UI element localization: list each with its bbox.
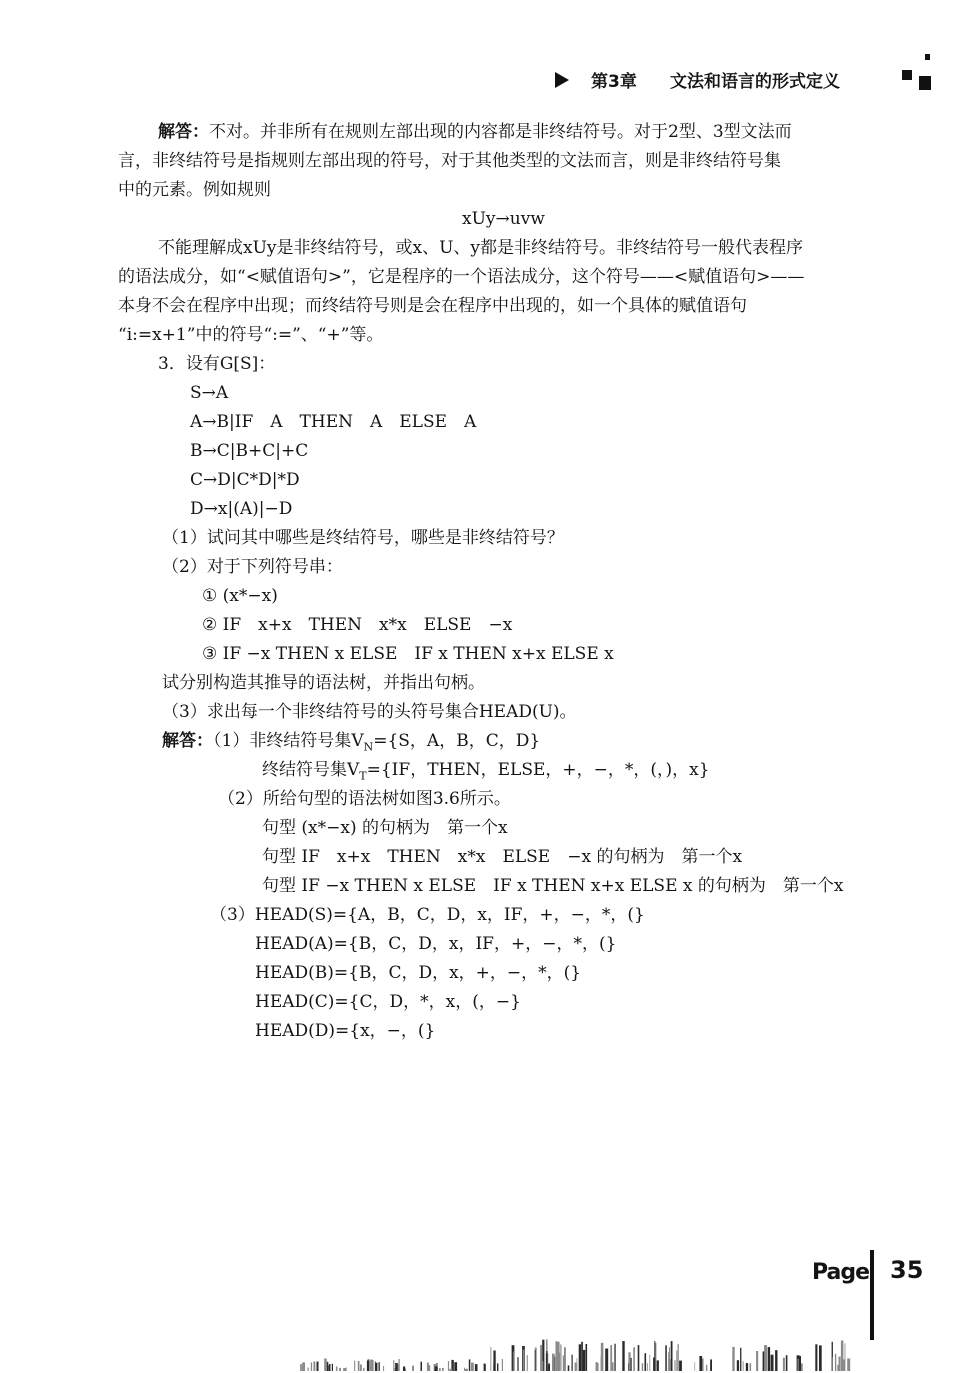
noise-mark <box>768 1347 770 1371</box>
noise-mark <box>435 1366 438 1371</box>
line-text: 不对。并非所有在规则左部出现的内容都是非终结符号。对于2型、3型文法而 <box>209 122 792 142</box>
noise-mark <box>783 1358 785 1371</box>
decorative-square-icon <box>919 76 931 90</box>
line-text: ② IF x+x THEN x*x ELSE −x <box>202 615 513 635</box>
chapter-number: 第3章 <box>591 72 637 92</box>
noise-mark <box>764 1345 767 1371</box>
line-text: 终结符号集V <box>262 760 360 780</box>
noise-mark <box>340 1368 341 1371</box>
noise-mark <box>649 1355 650 1371</box>
noise-mark <box>329 1365 330 1371</box>
subscript: N <box>363 740 374 754</box>
text-line <box>118 295 747 317</box>
noise-mark <box>775 1350 777 1371</box>
line-text: （3）求出每一个非终结符号的头符号集合HEAD(U)。 <box>162 702 577 722</box>
line-text: ① (x*−x) <box>202 586 278 606</box>
noise-mark <box>798 1359 799 1371</box>
text-line <box>255 962 581 984</box>
noise-mark <box>710 1362 711 1371</box>
noise-mark <box>750 1363 752 1371</box>
noise-mark <box>743 1361 744 1371</box>
noise-mark <box>699 1356 702 1371</box>
noise-mark <box>421 1362 423 1371</box>
line-text: （1）试问其中哪些是终结符号，哪些是非终结符号？ <box>162 528 564 548</box>
noise-mark <box>490 1347 491 1371</box>
line-text: HEAD(B)={B，C，D，x，+，−，*，(} <box>255 963 582 983</box>
line-text: 句型 (x*−x) 的句柄为 第一个x <box>262 818 508 838</box>
text-line <box>262 759 710 787</box>
noise-mark <box>465 1369 468 1371</box>
text-line <box>262 817 508 839</box>
noise-mark <box>343 1368 346 1371</box>
noise-mark <box>596 1363 599 1371</box>
noise-mark <box>737 1360 739 1371</box>
line-text-tail: ={IF，THEN，ELSE，+，−，*，(，)，x} <box>366 760 710 780</box>
noise-mark <box>695 1362 696 1371</box>
noise-mark <box>799 1356 801 1371</box>
line-text: A→B|IF A THEN A ELSE A <box>190 412 477 432</box>
noise-mark <box>819 1345 822 1371</box>
noise-mark <box>302 1362 305 1371</box>
page-label: Page <box>812 1260 870 1285</box>
text-line <box>190 469 300 491</box>
noise-mark <box>354 1361 355 1372</box>
noise-mark <box>360 1365 362 1372</box>
noise-mark <box>346 1367 347 1371</box>
noise-mark <box>469 1359 471 1371</box>
text-line <box>190 440 308 462</box>
noise-mark <box>556 1341 558 1371</box>
line-text: 不能理解成xUy是非终结符号，或x、U、y都是非终结符号。非终结符号一般代表程序 <box>158 238 804 258</box>
noise-mark <box>771 1355 774 1371</box>
noise-mark <box>634 1347 635 1371</box>
decorative-square-icon <box>925 54 930 60</box>
noise-mark <box>586 1344 588 1371</box>
noise-mark <box>367 1364 368 1371</box>
line-text: 的语法成分，如“<赋值语句>”，它是程序的一个语法成分，这个符号——<赋值语句>—— <box>118 267 805 287</box>
line-text: ③ IF −x THEN x ELSE IF x THEN x+x ELSE x <box>202 644 614 664</box>
line-text: HEAD(A)={B，C，D，x，IF，+，−，*，(} <box>255 934 617 954</box>
text-line <box>162 701 577 723</box>
text-line <box>202 585 278 607</box>
chapter-title: 文法和语言的形式定义 <box>670 72 840 92</box>
line-text: C→D|C*D|*D <box>190 470 300 490</box>
noise-mark <box>622 1341 624 1371</box>
noise-mark <box>471 1363 474 1371</box>
noise-mark <box>583 1350 585 1371</box>
noise-mark <box>379 1362 380 1371</box>
line-text: （2）所给句型的语法树如图3.6所示。 <box>218 789 511 809</box>
text-line <box>162 672 485 694</box>
noise-mark <box>732 1347 734 1371</box>
noise-mark <box>327 1362 329 1371</box>
noise-mark <box>638 1345 640 1371</box>
noise-mark <box>835 1354 836 1371</box>
text-line <box>118 150 781 172</box>
text-line <box>190 411 476 433</box>
line-text: “i:=x+1”中的符号“:=”、“+”等。 <box>118 325 384 345</box>
line-text: 本身不会在程序中出现；而终结符号则是会在程序中出现的，如一个具体的赋值语句 <box>118 296 747 316</box>
noise-mark <box>527 1355 528 1371</box>
noise-mark <box>442 1368 444 1371</box>
noise-mark <box>645 1353 647 1371</box>
noise-mark <box>497 1363 498 1371</box>
text-line <box>255 991 521 1013</box>
text-line <box>190 498 292 520</box>
line-text: 中的元素。例如规则 <box>118 180 271 200</box>
noise-mark <box>647 1363 648 1371</box>
text-line <box>118 324 383 346</box>
noise-mark <box>601 1356 602 1371</box>
noise-mark <box>676 1351 677 1372</box>
noise-mark <box>449 1369 452 1371</box>
noise-mark <box>395 1363 398 1371</box>
text-line <box>202 614 512 636</box>
line-text: HEAD(C)={C，D，*，x，(，−} <box>255 992 521 1012</box>
noise-mark <box>628 1352 630 1371</box>
text-line <box>162 527 564 549</box>
noise-mark <box>568 1365 570 1371</box>
noise-mark <box>383 1366 384 1371</box>
noise-mark <box>842 1359 845 1371</box>
running-header <box>555 64 975 104</box>
noise-mark <box>815 1344 817 1371</box>
noise-mark <box>493 1351 495 1372</box>
noise-mark <box>314 1363 315 1371</box>
line-text: 试分别构造其推导的语法树，并指出句柄。 <box>162 673 485 693</box>
text-line <box>118 179 271 201</box>
noise-mark <box>375 1361 376 1371</box>
noise-mark <box>336 1367 338 1372</box>
text-line <box>118 266 804 288</box>
text-line <box>255 1020 435 1042</box>
subscript: T <box>359 769 367 783</box>
noise-mark <box>541 1361 544 1371</box>
noise-mark <box>399 1359 400 1371</box>
answer-label: 解答： <box>158 122 209 142</box>
noise-mark <box>547 1339 548 1371</box>
noise-mark <box>756 1351 758 1371</box>
noise-mark <box>448 1361 449 1371</box>
noise-mark <box>577 1358 578 1371</box>
noise-mark <box>654 1341 655 1371</box>
line-text: （3）HEAD(S)={A，B，C，D，x，IF，+，−，*，(} <box>210 905 645 925</box>
text-line <box>218 788 511 810</box>
triangle-bullet-icon <box>555 72 569 88</box>
noise-mark <box>475 1364 478 1371</box>
noise-mark <box>746 1363 748 1371</box>
noise-mark <box>579 1344 581 1371</box>
noise-mark <box>560 1345 561 1372</box>
noise-mark <box>572 1355 573 1371</box>
noise-mark <box>427 1365 430 1371</box>
line-text-tail: ={S，A，B，C，D} <box>373 731 541 751</box>
noise-mark <box>679 1361 682 1371</box>
line-text: D→x|(A)|−D <box>190 499 293 519</box>
noise-mark <box>523 1350 524 1371</box>
noise-mark <box>332 1364 333 1371</box>
footer-divider <box>870 1250 874 1340</box>
noise-mark <box>317 1362 319 1372</box>
noise-mark <box>564 1347 566 1371</box>
text-line <box>262 846 742 868</box>
noise-mark <box>484 1364 486 1372</box>
text-line <box>158 353 275 375</box>
text-line <box>158 237 803 259</box>
noise-mark <box>706 1365 707 1371</box>
line-text: B→C|B+C|+C <box>190 441 309 461</box>
noise-mark <box>513 1352 514 1371</box>
noise-mark <box>581 1342 583 1371</box>
text-line <box>162 556 343 578</box>
noise-mark <box>502 1359 503 1371</box>
noise-mark <box>832 1357 833 1371</box>
noise-mark <box>575 1363 577 1372</box>
noise-mark <box>642 1363 644 1371</box>
line-text: HEAD(D)={x，−，(} <box>255 1021 436 1041</box>
noise-mark <box>552 1354 555 1371</box>
noise-mark <box>847 1359 850 1372</box>
noise-mark <box>311 1362 312 1371</box>
noise-mark <box>667 1365 668 1371</box>
text-line <box>202 643 614 665</box>
text-line <box>158 121 792 143</box>
noise-mark <box>610 1345 612 1371</box>
noise-mark <box>668 1360 671 1371</box>
text-line <box>190 382 228 404</box>
text-line <box>210 904 645 926</box>
line-text: 句型 IF x+x THEN x*x ELSE −x 的句柄为 第一个x <box>262 847 743 867</box>
noise-mark <box>786 1355 788 1371</box>
line-text: 3．设有G[S]： <box>158 354 276 374</box>
noise-mark <box>308 1368 309 1371</box>
noise-mark <box>300 1364 302 1371</box>
noise-mark <box>394 1360 395 1371</box>
noise-mark <box>358 1361 360 1371</box>
decorative-square-icon <box>902 70 912 80</box>
noise-mark <box>371 1360 373 1371</box>
text-line <box>262 875 843 897</box>
scan-noise-strip <box>300 1335 860 1371</box>
noise-mark <box>678 1344 679 1371</box>
line-text: 言，非终结符号是指规则左部出现的符号，对于其他类型的文法而言，则是非终结符号集 <box>118 151 781 171</box>
noise-mark <box>454 1362 457 1371</box>
answer-label: 解答： <box>162 731 213 751</box>
noise-mark <box>740 1348 741 1371</box>
noise-mark <box>675 1360 676 1371</box>
noise-mark <box>395 1368 396 1371</box>
line-text: 句型 IF −x THEN x ELSE IF x THEN x+x ELSE x 的句柄为 第一个x <box>262 876 844 896</box>
noise-mark <box>548 1365 550 1371</box>
noise-mark <box>403 1367 405 1372</box>
text-line <box>162 730 540 758</box>
noise-mark <box>657 1360 659 1371</box>
line-text: xUy→uvw <box>462 209 545 229</box>
noise-mark <box>324 1359 327 1372</box>
line-text: （2）对于下列符号串： <box>162 557 343 577</box>
noise-mark <box>439 1368 441 1371</box>
noise-mark <box>412 1366 414 1371</box>
noise-mark <box>845 1343 846 1371</box>
noise-mark <box>671 1341 673 1371</box>
noise-mark <box>464 1368 465 1371</box>
noise-mark <box>614 1344 615 1371</box>
noise-mark <box>839 1357 841 1371</box>
noise-mark <box>559 1353 560 1371</box>
line-text: S→A <box>190 383 229 403</box>
noise-mark <box>363 1368 364 1371</box>
text-line <box>255 933 616 955</box>
noise-mark <box>605 1349 608 1372</box>
line-text: （1）非终结符号集V <box>213 731 364 751</box>
text-line <box>462 208 545 230</box>
noise-mark <box>535 1350 536 1371</box>
page-number: 35 <box>890 1256 924 1284</box>
noise-mark <box>517 1357 518 1371</box>
